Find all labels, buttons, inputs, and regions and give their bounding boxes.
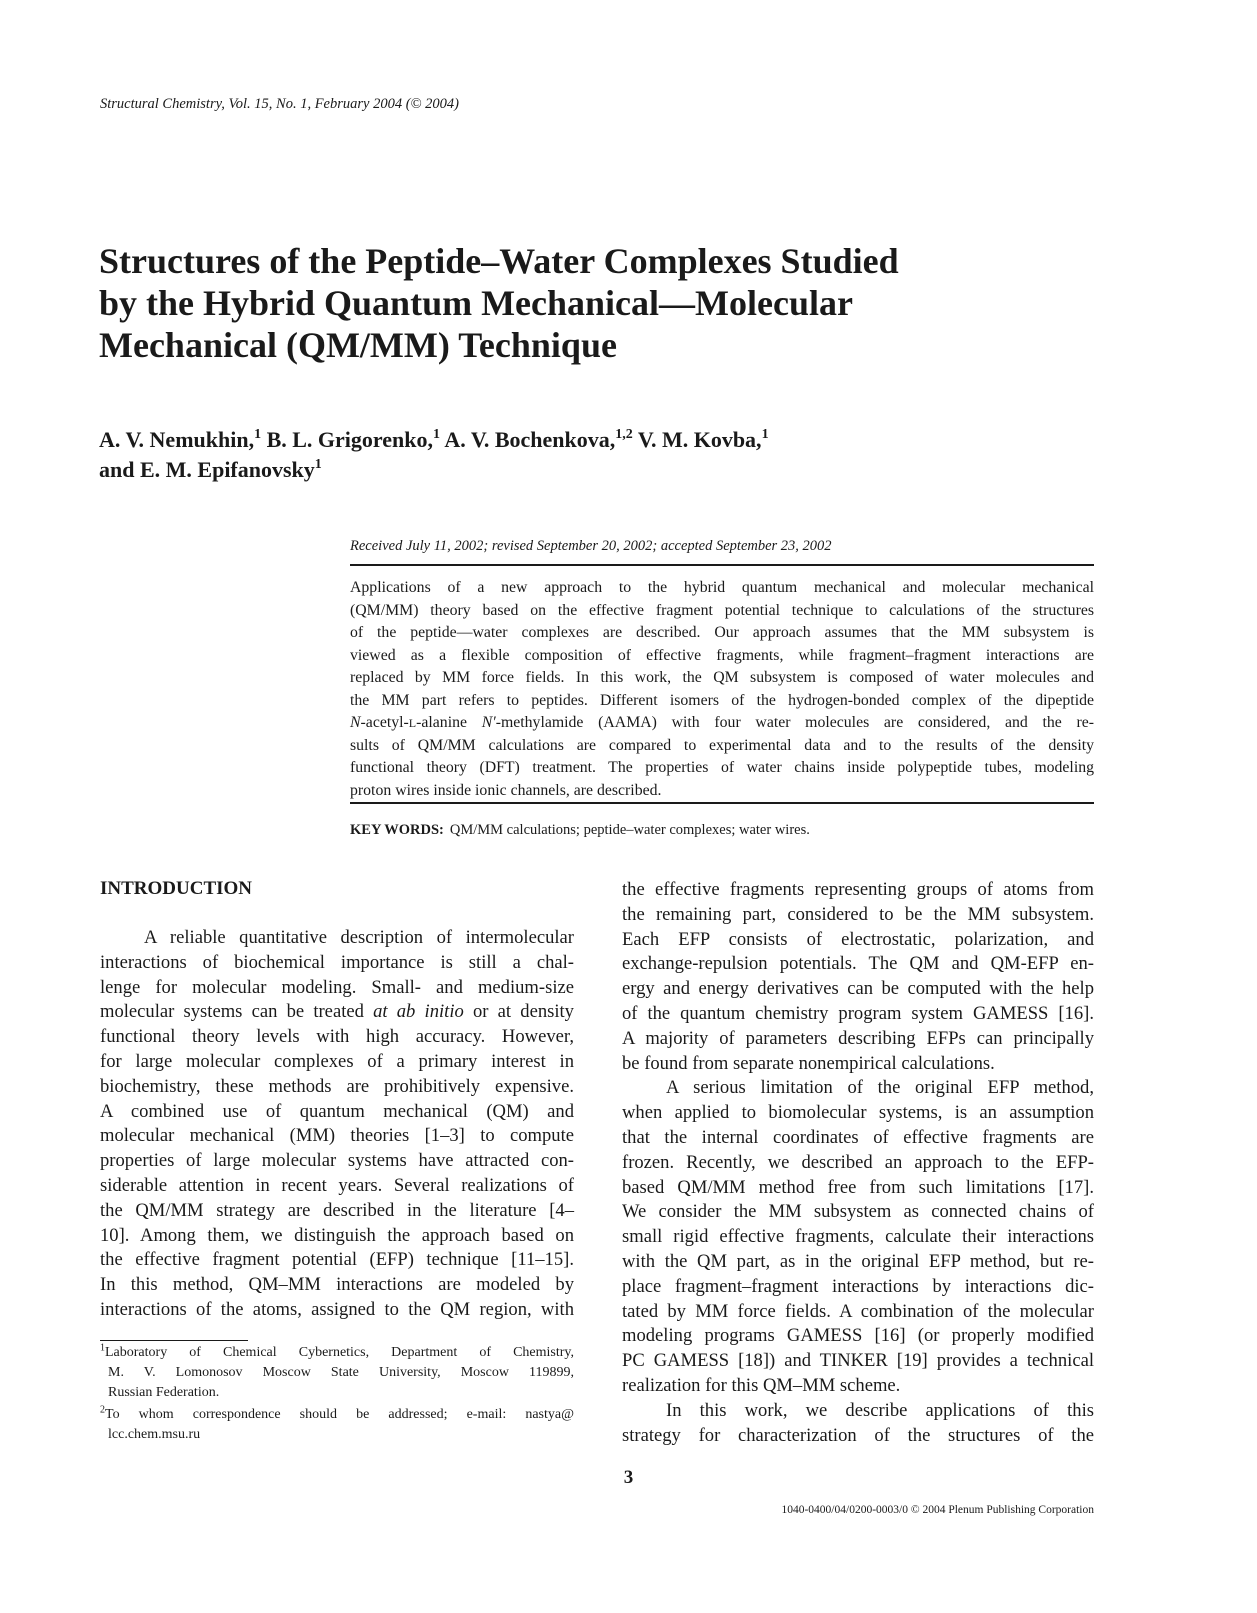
body-line: properties of large molecular systems have attracted con- — [100, 1150, 574, 1172]
body-line: Each EFP consists of electrostatic, polarization, and — [622, 928, 1094, 950]
footnote-rule — [100, 1340, 248, 1341]
footnote-line: M. V. Lomonosov Moscow State University, Moscow 119899, — [108, 1365, 574, 1380]
abstract-line: N-acetyl-L-alanine N′-methylamide (AAMA) with four water molecules are considered, and the re- — [350, 714, 1094, 731]
abstract-line: sults of QM/MM calculations are compared to experimental data and to the results of the density — [350, 736, 1094, 754]
body-line: the QM/MM strategy are described in the literature [4– — [100, 1199, 574, 1221]
footnote-line: $^2$To whom correspondence should be addressed; e-mail: nastya@ — [100, 1404, 574, 1422]
body-line: for large molecular complexes of a primary interest in — [100, 1050, 574, 1072]
abstract-line: the MM part refers to peptides. Different isomers of the hydrogen-bonded complex of the dipeptide — [350, 691, 1094, 709]
body-line: based QM/MM method free from such limitations [17]. — [622, 1176, 1094, 1198]
title-line: Structures of the Peptide–Water Complexes Studied — [99, 241, 899, 281]
affiliation-marker: 1 — [761, 426, 769, 442]
paper-title — [99, 240, 999, 366]
affiliation-marker: 1,2 — [615, 426, 633, 442]
abstract-top-rule — [350, 564, 1094, 566]
body-line: when applied to biomolecular systems, is an assumption — [622, 1102, 1094, 1124]
footnote-1 — [100, 1343, 574, 1403]
body-line: PC GAMESS [18]) and TINKER [19] provides a technical — [622, 1350, 1094, 1372]
author-name: and E. M. Epifanovsky — [99, 457, 315, 482]
body-line: lenge for molecular modeling. Small- and medium-size — [100, 976, 574, 998]
body-line: molecular mechanical (MM) theories [1–3] to compute — [100, 1125, 574, 1147]
body-line: interactions of the atoms, assigned to the QM region, with — [100, 1298, 574, 1320]
section-heading: INTRODUCTION — [100, 878, 253, 899]
title-line: Mechanical (QM/MM) Technique — [99, 325, 617, 365]
abstract-line: of the peptide—water complexes are described. Our approach assumes that the MM subsystem is — [350, 624, 1094, 641]
body-line: In this method, QM–MM interactions are modeled by — [100, 1274, 574, 1296]
body-line: siderable attention in recent years. Several realizations of — [100, 1174, 574, 1196]
body-line: A majority of parameters describing EFPs can principally — [622, 1027, 1094, 1049]
body-line: biochemistry, these methods are prohibitively expensive. — [100, 1075, 574, 1097]
footnote-line: $^1$Laboratory of Chemical Cybernetics, Department of Chemistry, — [100, 1342, 574, 1360]
left-column — [100, 926, 574, 1323]
footnote-marker: 2 — [100, 1404, 105, 1416]
body-line: In this work, we describe applications of this — [666, 1399, 1094, 1421]
body-line: frozen. Recently, we described an approach to the EFP- — [622, 1151, 1094, 1173]
journal-citation: Structural Chemistry, Vol. 15, No. 1, February 2004 (© 2004) — [100, 96, 460, 112]
keywords — [350, 822, 810, 839]
copyright-line: 1040-0400/04/0200-0003/0 © 2004 Plenum Publishing Corporation — [781, 1504, 1094, 1516]
footnote-marker: 1 — [100, 1342, 105, 1354]
author-name: B. L. Grigorenko, — [266, 427, 434, 452]
footnote-line: Russian Federation. — [108, 1385, 220, 1400]
received-dates: Received July 11, 2002; revised September 20, 2002; accepted September 23, 2002 — [350, 538, 832, 554]
abstract-line: functional theory (DFT) treatment. The properties of water chains inside polypeptide tubes, modeling — [350, 759, 1094, 776]
italic-n-prime: N′ — [481, 714, 496, 731]
abstract-line: proton wires inside ionic channels, are described. — [350, 781, 662, 799]
title-line: by the Hybrid Quantum Mechanical—Molecular — [99, 283, 853, 323]
italic-n: N — [350, 714, 361, 731]
body-line: exchange-repulsion potentials. The QM and QM-EFP en- — [622, 953, 1094, 975]
body-line: strategy for characterization of the structures of the — [622, 1424, 1094, 1446]
body-line: place fragment–fragment interactions by interactions dic- — [622, 1275, 1094, 1297]
abstract-line: replaced by MM force fields. In this work, the QM subsystem is composed of water molecules and — [350, 669, 1094, 686]
body-line: We consider the MM subsystem as connected chains of — [622, 1201, 1094, 1223]
author-name: V. M. Kovba, — [637, 427, 762, 452]
body-line: of the quantum chemistry program system GAMESS [16]. — [622, 1002, 1094, 1024]
author-list — [99, 425, 999, 485]
body-line: ergy and energy derivatives can be computed with the help — [622, 978, 1094, 1000]
footnote-line: lcc.chem.msu.ru — [108, 1427, 201, 1442]
body-line: A combined use of quantum mechanical (QM) and — [100, 1100, 574, 1122]
body-line: realization for this QM–MM scheme. — [622, 1374, 901, 1396]
body-line: molecular systems can be treated at ab initio or at density — [100, 1001, 574, 1023]
abstract-bottom-rule — [350, 802, 1094, 804]
body-line: A reliable quantitative description of intermolecular — [144, 927, 574, 948]
body-line: functional theory levels with high accuracy. However, — [100, 1026, 574, 1048]
abstract-line: Applications of a new approach to the hybrid quantum mechanical and molecular mechanical — [350, 579, 1094, 596]
body-line: tated by MM force fields. A combination of the molecular — [622, 1300, 1094, 1322]
abstract-line: viewed as a flexible composition of effective fragments, while fragment–fragment interactions are — [350, 646, 1094, 664]
keywords-text: QM/MM calculations; peptide–water complexes; water wires. — [449, 822, 810, 838]
affiliation-marker: 1 — [433, 426, 441, 442]
body-line: that the internal coordinates of effective fragments are — [622, 1126, 1094, 1148]
footnote-2 — [100, 1405, 574, 1445]
author-line — [99, 425, 999, 455]
body-line: with the QM part, as in the original EFP method, but re- — [622, 1250, 1094, 1272]
author-line — [99, 455, 999, 485]
body-line: be found from separate nonempirical calculations. — [622, 1052, 995, 1074]
body-line: the effective fragments representing groups of atoms from — [622, 879, 1094, 900]
author-name: A. V. Bochenkova, — [444, 427, 616, 452]
affiliation-marker: 1 — [254, 426, 262, 442]
abstract-line: (QM/MM) theory based on the effective fragment potential technique to calculations of the structures — [350, 601, 1094, 619]
body-line: modeling programs GAMESS [16] (or properly modified — [622, 1325, 1094, 1347]
body-line: 10]. Among them, we distinguish the approach based on — [100, 1224, 574, 1246]
right-column — [622, 878, 1094, 1448]
body-line: the remaining part, considered to be the MM subsystem. — [622, 903, 1094, 925]
small-caps-l: L — [408, 716, 417, 730]
body-line: small rigid effective fragments, calculate their interactions — [622, 1226, 1094, 1248]
author-name: A. V. Nemukhin, — [99, 427, 255, 452]
keywords-label: KEY WORDS: — [350, 822, 444, 838]
body-line: interactions of biochemical importance is still a chal- — [100, 951, 574, 973]
abstract — [350, 577, 1094, 802]
affiliation-marker: 1 — [314, 456, 322, 472]
italic-phrase: at ab initio — [373, 1001, 464, 1023]
body-line: A serious limitation of the original EFP method, — [666, 1077, 1094, 1099]
body-line: the effective fragment potential (EFP) technique [11–15]. — [100, 1249, 574, 1271]
page-number: 3 — [623, 1467, 634, 1488]
